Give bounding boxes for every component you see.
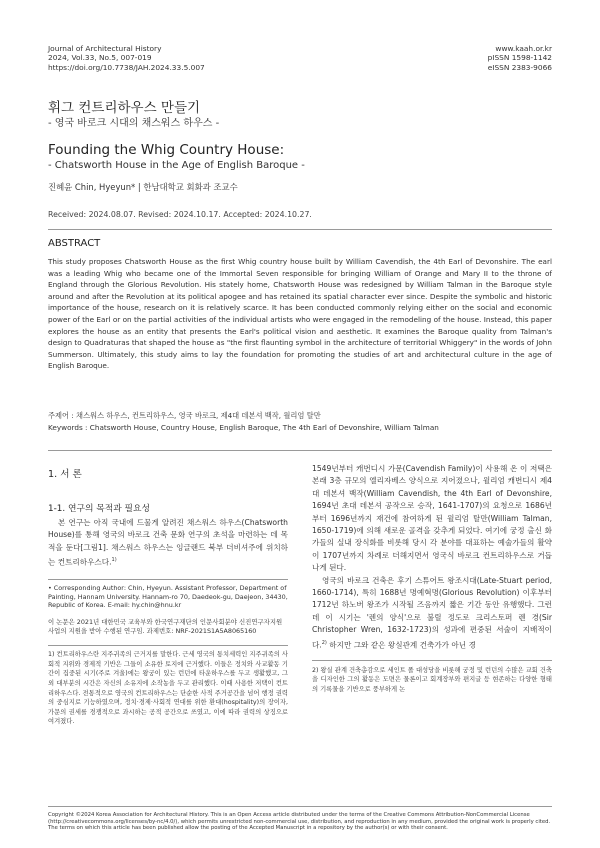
received-dates: Received: 2024.08.07. Revised: 2024.10.17. Accepted: 2024.10.27. — [48, 210, 312, 219]
right-column — [312, 463, 552, 694]
intro-paragraph: 본 연구는 아직 국내에 드물게 알려진 채스워스 하우스(Chatsworth House)를 통해 영국의 바로크 건축 문화 연구의 초석을 마련하는 데 목적을 둔다[그림1]. 채스워스 하우스는 잉글랜드 북부 더비셔주에 위치하는 컨트리하우스다.$^{1)}$ — [48, 518, 288, 567]
keywords-block — [48, 410, 552, 433]
keywords-korean: 주제어 : 채스워스 하우스, 컨트리하우스, 영국 바로크, 제4대 데본셔 백작, 월리엄 탈만 — [48, 411, 321, 420]
right-paragraph-2: 영국의 바로크 건축은 후기 스튜어트 왕조시대(Late-Stuart period, 1660-1714), 특히 1688년 명예혁명(Glorious Revolution) 이후부터 1712년 하노버 왕조가 시작될 즈음까지 짧은 기간 동안 유행했다. 그런데 이 시기는 '렌의 양식'으로 불릴 정도로 크리스토퍼 렌 경(Sir Christopher Wren, 1632-1723)의 성과에 편중된 서술이 지배적이다.$^{2)}$ 하지만 그와 같은 왕실관계 건축가가 아닌 경 — [312, 575, 552, 650]
footnote-divider-right — [312, 660, 552, 661]
journal-issn — [488, 44, 552, 72]
title-korean: 휘그 컨트리하우스 만들기 — [48, 100, 201, 116]
pissn: pISSN 1598-1142 — [487, 53, 552, 63]
footnote-divider — [48, 579, 288, 580]
subtitle-english: - Chatsworth House in the Age of English Baroque - — [48, 160, 305, 171]
right-paragraph-1: 1549년부터 캐번디시 가문(Cavendish Family)이 사용해 온 이 저택은 본래 3층 규모의 엘리자베스 양식으로 지어졌으나, 윌리엄 캐번디시 제4대 데본셔 백작(William Cavendish, the 4th Earl of Devonshire, 1694년 초대 데본셔 공작으로 승작, 1641-1707)의 요청으로 1686년부터 1696년까지 재건에 참여하게 된 윌리엄 탈만(William Talman, 1650-1719)에 의해 새로운 골격을 갖추게 되었다. 여기에 궁정 출신 화가들의 실내 장식화를 비롯해 당시 각 분야를 대표하는 예술가들의 활약이 1707년까지 차례로 더해지면서 영국식 바로크 컨트리하우스로 거듭나게 된다. — [312, 464, 552, 573]
divider-top — [48, 229, 552, 230]
subsection-heading-purpose: 1-1. 연구의 목적과 필요성 — [48, 504, 151, 514]
abstract-text: This study proposes Chatsworth House as the first Whig country house built by William Cavendish, the 4th Earl of Devonshire. The earl was a leading Whig who became one of the Immortal Seven responsible for bringing William of Orange and Mary II to the throne of England through the Glorious Revolution. His stately home, Chatsworth House was redesigned by William Talman in the Baroque style around and after the Revolution at its political apogee and has retained its spatial character ever since. Despite the symbolic and historic importance of the house, research on it is relatively scarce. It has been conducted commonly relying either on the social and economic power of the Earl or on the partial activities of the individual artists who were engaged in the remodeling of the house. Instead, this paper explores the house as an entity that presents the Earl's political vision and aesthetic. It examines the Baroque quality from Talman's design to Quadraturas that shaped the house as "the first flaunting symbol in the architecture of territorial Whiggery" in the words of John Summerson. Ultimately, this study aims to lay the foundation for promoting the studies of art and architectural culture in the age of English Baroque. — [48, 257, 552, 371]
subtitle-korean: - 영국 바로크 시대의 채스워스 하우스 - — [48, 118, 220, 129]
eissn: eISSN 2383-9066 — [487, 62, 552, 72]
footnote-divider-2 — [48, 645, 288, 646]
journal-volume: 2024, Vol.33, No.5, 007-019 — [48, 53, 152, 63]
journal-website[interactable]: www.kaah.or.kr — [495, 44, 552, 53]
journal-info — [48, 44, 205, 72]
left-column — [48, 463, 288, 727]
keywords-english: Keywords : Chatsworth House, Country House, English Baroque, The 4th Earl of Devonshire, William Talman — [48, 422, 439, 432]
footnote-2: 2) 왕실 관계 건축총감으로 세인트 폴 대성당을 비롯해 궁정 및 런던의 수많은 교회 건축을 디자인한 그의 활동은 도면은 물론이고 회계장부와 편지글 등 현존하는 다양한 형태의 기록물을 기반으로 풍부하게 논 — [312, 666, 552, 693]
section-heading-introduction: 1. 서 론 — [48, 469, 82, 480]
title-english: Founding the Whig Country House: — [48, 142, 285, 158]
divider-keywords — [48, 450, 552, 451]
footnote-1: 1) 컨트리하우스란 지주귀족의 근거지를 말한다. 근세 영국의 통치세력인 지주귀족의 사회적 지위와 경제적 기반은 그들이 소유한 토지에 근거했다. 이들은 정치와 사교활동 기간이 집중된 시기(주로 겨울)에는 왕궁이 있는 런던에 타운하우스를 두고 생활했고, 그 외 대부분의 시간은 자신의 소유지에 소작농을 두고 관리했다. 이때 사용한 저택이 컨트리하우스다. 전통적으로 영국의 컨트리하우스는 단순한 사적 주거공간을 넘어 행정 권력의 중심지로 기능하였으며, 정치·경제·사회적 연대를 위한 환대(hospitality)의 장이자, 가문의 권세를 경쟁적으로 과시하는 공적 공간으로 쓰였고, 이에 따라 권력의 상징으로 여겨졌다. — [48, 651, 288, 726]
journal-doi[interactable]: https://doi.org/10.7738/JAH.2024.33.5.007 — [48, 62, 205, 72]
grant-note: 이 논문은 2021년 대한민국 교육부와 한국연구재단의 인문사회분야 신진연구자지원사업의 지원을 받아 수행된 연구임. 과제번호: NRF-2021S1A5A8065160 — [48, 617, 283, 635]
footnote-ref-1[interactable]: 1) — [111, 557, 117, 564]
footnote-ref-2[interactable]: 2) — [321, 639, 327, 646]
copyright-notice: Copyright ©2024 Korea Association for Architectural History. This is an Open Access article distributed under the terms of the Creative Commons Attribution-NonCommercial License (http://creativecommons.org/licenses/by-nc/4.0/), which permits unrestricted non-commercial use, distribution, and reproduction in any medium, provided the original work is properly cited. The terms on which this article has been published allow the posting of the Accepted Manuscript in a repository by the author(s) or with their consent. — [48, 812, 551, 832]
abstract-heading: ABSTRACT — [48, 238, 101, 249]
corresponding-author: • Corresponding Author: Chin, Hyeyun. Assistant Professor, Department of Painting, Hannam University. Hannam-ro 70, Daedeok-gu, Daejeon, 34430, Republic of Korea. E-mail: hy.chin@hnu.kr — [48, 584, 288, 610]
journal-name: Journal of Architectural History — [48, 44, 162, 53]
divider-bottom — [48, 806, 552, 807]
author-line: 진혜윤 Chin, Hyeyun* | 한남대학교 회화과 조교수 — [48, 182, 238, 192]
